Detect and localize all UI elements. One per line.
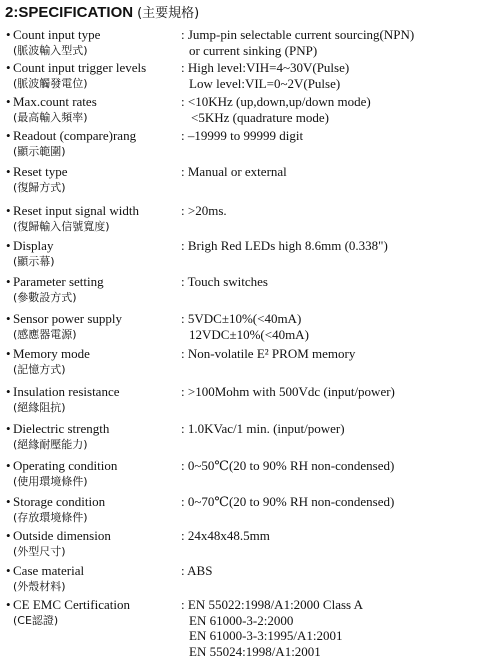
colon: : [181,346,188,361]
bullet: • [6,421,11,436]
colon: : [181,164,188,179]
spec-value-line-2: <5KHz (quadrature mode) [191,109,329,125]
spec-value-line-1: : ABS [181,563,213,578]
spec-label-chinese: (絕緣阻抗) [13,400,66,414]
spec-label-chinese: (絕緣耐壓能力) [13,437,88,451]
spec-value-line-1: : 5VDC±10%(<40mA) [181,311,302,326]
bullet: • [6,164,11,179]
spec-label-chinese: (脈波觸發電位) [13,76,88,90]
bullet: • [6,528,11,543]
spec-value-line-1: : Jump-pin selectable current sourcing(NPN) [181,27,415,42]
spec-label-chinese: (記憶方式) [13,362,66,376]
spec-value-line-1: : <10KHz (up,down,up/down mode) [181,94,371,109]
spec-value-line-2: Low level:VIL=0~2V(Pulse) [189,75,341,91]
bullet: • [6,563,11,578]
section-heading [5,4,199,22]
spec-label: CE EMC Certification [13,597,130,612]
spec-label-chinese: (最高輸入頻率) [13,110,88,124]
spec-label-chinese: (感應器電源) [13,327,77,341]
spec-value-line-1: : 0~70℃(20 to 90% RH non-condensed) [181,494,395,509]
spec-value-line-1: : 24x48x48.5mm [181,528,270,543]
spec-label: Memory mode [13,346,90,361]
colon: : [181,27,188,42]
spec-label: Max.count rates [13,94,97,109]
spec-value-line-1: : >20ms. [181,203,227,218]
spec-label-chinese: (復歸輸入信號寬度) [13,219,110,233]
spec-label: Count input trigger levels [13,60,147,75]
spec-label: Operating condition [13,458,118,473]
bullet: • [6,597,11,612]
spec-value-line-2: or current sinking (PNP) [189,42,318,58]
spec-label-chinese: (脈波輸入型式) [13,43,88,57]
colon: : [181,458,188,473]
bullet: • [6,346,11,361]
spec-value-line-1: : Manual or external [181,164,287,179]
spec-value-line-3: EN 61000-3-3:1995/A1:2001 [189,628,343,643]
spec-label-chinese: (CE認證) [13,613,59,627]
colon: : [181,274,188,289]
spec-label-chinese: (參數設方式) [13,290,77,304]
spec-value-line-1: : Brigh Red LEDs high 8.6mm (0.338") [181,238,388,253]
colon: : [181,60,188,75]
spec-label-chinese: (外型尺寸) [13,544,66,558]
spec-label: Reset input signal width [13,203,140,218]
spec-value-line-2: 12VDC±10%(<40mA) [189,326,309,342]
spec-value-line-2: EN 61000-3-2:2000 [189,612,294,628]
bullet: • [6,60,11,75]
spec-label-chinese: (外殼材料) [13,579,66,593]
colon: : [181,528,188,543]
colon: : [181,238,188,253]
bullet: • [6,384,11,399]
spec-label: Parameter setting [13,274,104,289]
spec-value-line-1: : 1.0KVac/1 min. (input/power) [181,421,345,436]
colon: : [181,203,188,218]
bullet: • [6,203,11,218]
bullet: • [6,238,11,253]
colon: : [181,597,188,612]
bullet: • [6,494,11,509]
bullet: • [6,311,11,326]
spec-value-line-4: EN 55024:1998/A1:2001 [189,643,321,659]
spec-value-line-1: : Touch switches [181,274,268,289]
colon: : [181,384,188,399]
spec-value-line-1: : –19999 to 99999 digit [181,128,304,143]
colon: : [181,311,188,326]
spec-label-chinese: (使用環境條件) [13,474,88,488]
spec-label-chinese: (存放環境條件) [13,510,88,524]
spec-label: Reset type [13,164,68,179]
spec-label: Dielectric strength [13,421,110,436]
spec-label: Readout (compare)rang [13,128,137,143]
spec-label-chinese: (復歸方式) [13,180,66,194]
bullet: • [6,94,11,109]
spec-value-line-1: : High level:VIH=4~30V(Pulse) [181,60,350,75]
colon: : [181,421,188,436]
spec-value-line-1: : EN 55022:1998/A1:2000 Class A [181,597,364,612]
colon: : [181,94,188,109]
section-title: 2:SPECIFICATION [5,4,134,21]
spec-label: Insulation resistance [13,384,120,399]
bullet: • [6,27,11,42]
spec-value-line-1: : >100Mohm with 500Vdc (input/power) [181,384,395,399]
spec-label: Count input type [13,27,101,42]
spec-label: Sensor power supply [13,311,123,326]
spec-label: Storage condition [13,494,106,509]
colon: : [181,563,188,578]
colon: : [181,128,188,143]
spec-value-line-1: : Non-volatile E² PROM memory [181,346,356,361]
bullet: • [6,458,11,473]
bullet: • [6,274,11,289]
bullet: • [6,128,11,143]
spec-label: Case material [13,563,85,578]
spec-label-chinese: (顯示範圍) [13,144,66,158]
spec-value-line-1: : 0~50℃(20 to 90% RH non-condensed) [181,458,395,473]
spec-label: Display [13,238,54,253]
section-title-chinese: (主要規格) [137,6,200,21]
spec-label-chinese: (顯示幕) [13,254,55,268]
spec-label: Outside dimension [13,528,111,543]
colon: : [181,494,188,509]
